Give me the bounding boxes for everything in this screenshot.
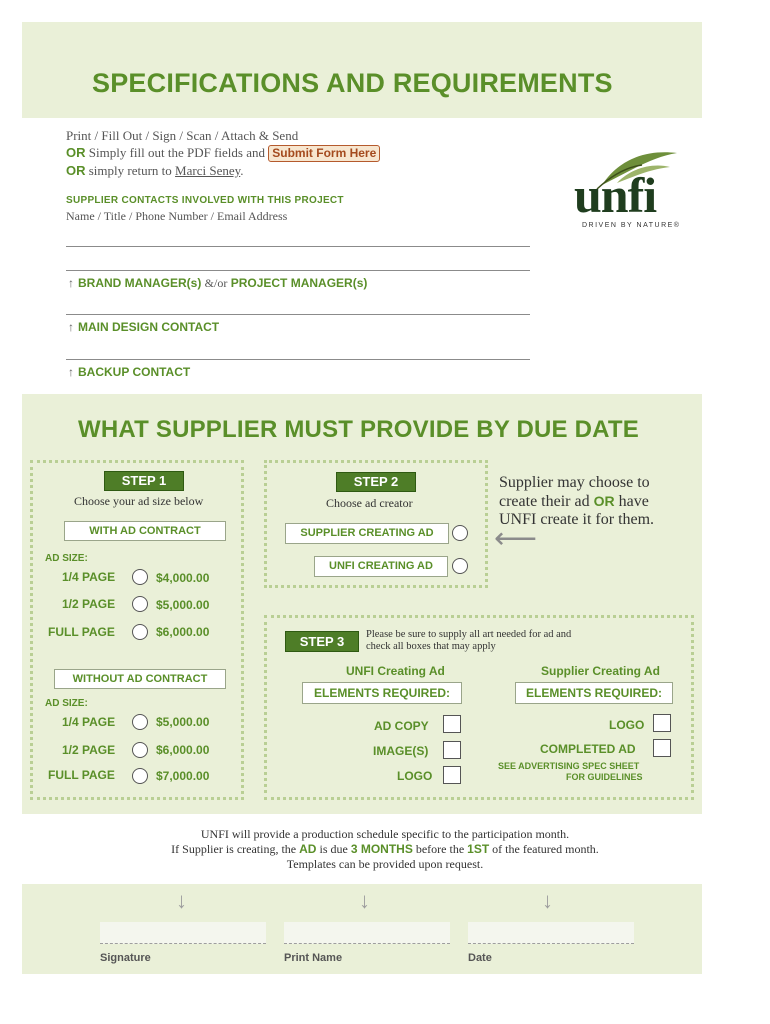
intro-line-1: Print / Fill Out / Sign / Scan / Attach & Send [66, 128, 299, 143]
contact-field-line[interactable] [66, 270, 530, 271]
contacts-subheading: Name / Title / Phone Number / Email Address [66, 209, 288, 223]
main-design-label [68, 320, 219, 334]
contact-link[interactable]: Marci Seney [175, 163, 241, 178]
ad-size-label: AD SIZE: [45, 553, 88, 564]
up-arrow-icon: ↑ [68, 276, 74, 290]
step2-badge: STEP 2 [336, 472, 416, 492]
schedule-block [60, 827, 710, 872]
with-full-radio[interactable] [132, 624, 148, 640]
without-full-label: FULL PAGE [48, 768, 115, 782]
intro-line-3 [66, 162, 486, 179]
brand-manager-label [68, 276, 367, 291]
intro-line-2-text: Simply fill out the PDF fields and [88, 145, 265, 160]
schedule-text: before the [415, 842, 465, 856]
unfi-logo [572, 140, 687, 235]
without-contract-label: WITHOUT AD CONTRACT [54, 669, 226, 689]
date-label: Date [468, 952, 492, 964]
supplier-logo-label: LOGO [609, 718, 645, 732]
with-quarter-price: $4,000.00 [156, 571, 210, 585]
step1-subtitle: Choose your ad size below [74, 494, 204, 508]
ad-copy-label: AD COPY [374, 719, 429, 733]
step2-subtitle: Choose ad creator [326, 496, 413, 510]
unfi-creating-label: UNFI CREATING AD [314, 556, 448, 577]
intro-line-3-end: . [240, 163, 244, 178]
main-design-text: MAIN DESIGN CONTACT [78, 320, 220, 334]
intro-line-2 [66, 144, 486, 162]
step2-note [499, 474, 689, 529]
date-field[interactable] [468, 922, 634, 944]
supplier-elements-label: ELEMENTS REQUIRED: [515, 682, 673, 704]
with-half-radio[interactable] [132, 596, 148, 612]
unfi-creating-heading: UNFI Creating Ad [346, 664, 445, 678]
schedule-text: If Supplier is creating, the [171, 842, 297, 856]
completed-ad-checkbox[interactable] [653, 739, 671, 757]
signature-label: Signature [100, 952, 151, 964]
contacts-heading: SUPPLIER CONTACTS INVOLVED WITH THIS PROJECT [66, 195, 344, 206]
contact-field-line[interactable] [66, 314, 530, 315]
contact-field-line[interactable] [66, 359, 530, 360]
step3-badge: STEP 3 [285, 631, 359, 652]
without-quarter-radio[interactable] [132, 714, 148, 730]
signature-field[interactable] [100, 922, 266, 944]
images-checkbox[interactable] [443, 741, 461, 759]
submit-form-button[interactable]: Submit Form Here [268, 145, 380, 162]
andor-text: &/or [204, 276, 228, 290]
unfi-elements-label: ELEMENTS REQUIRED: [302, 682, 462, 704]
step2-note-post: have UNFI create it for them. [499, 493, 655, 528]
schedule-line-3: Templates can be provided upon request. [286, 857, 484, 871]
unfi-creating-radio[interactable] [452, 558, 468, 574]
or-label: OR [66, 145, 86, 160]
step1-badge: STEP 1 [104, 471, 184, 491]
without-half-price: $6,000.00 [156, 743, 210, 757]
supplier-creating-heading: Supplier Creating Ad [541, 664, 660, 678]
down-arrow-icon: ↓ [542, 888, 553, 913]
spec-sheet-note-2: FOR GUIDELINES [566, 772, 643, 782]
unfi-logo-label: LOGO [397, 769, 433, 783]
schedule-text: of the featured month. [492, 842, 599, 856]
schedule-ad: AD [299, 842, 317, 856]
step2-note-pre: Supplier may choose to create their ad [499, 474, 650, 510]
without-quarter-price: $5,000.00 [156, 715, 210, 729]
images-label: IMAGE(S) [373, 744, 429, 758]
intro-block [66, 127, 486, 179]
with-full-label: FULL PAGE [48, 625, 115, 639]
with-full-price: $6,000.00 [156, 625, 210, 639]
down-arrow-icon: ↓ [176, 888, 187, 913]
unfi-logo-checkbox[interactable] [443, 766, 461, 784]
backup-label [68, 365, 190, 379]
ad-size-label: AD SIZE: [45, 698, 88, 709]
logo-tagline: DRIVEN BY NATURE® [582, 222, 681, 229]
project-manager-text: PROJECT MANAGER(s) [230, 276, 368, 290]
print-name-field[interactable] [284, 922, 450, 944]
completed-ad-label: COMPLETED AD [540, 742, 636, 756]
down-arrow-icon: ↓ [359, 888, 370, 913]
without-half-radio[interactable] [132, 742, 148, 758]
contact-field-line[interactable] [66, 246, 530, 247]
schedule-text: is due [319, 842, 348, 856]
without-half-label: 1/2 PAGE [62, 743, 116, 757]
intro-line-3-text: simply return to [88, 163, 172, 178]
schedule-line-2 [60, 842, 710, 857]
without-quarter-label: 1/4 PAGE [62, 715, 116, 729]
schedule-months: 3 MONTHS [350, 842, 413, 856]
print-name-label: Print Name [284, 952, 343, 964]
brand-manager-text: BRAND MANAGER(s) [78, 276, 202, 290]
supplier-creating-label: SUPPLIER CREATING AD [285, 523, 449, 544]
supplier-creating-radio[interactable] [452, 525, 468, 541]
spec-sheet-note-1: SEE ADVERTISING SPEC SHEET [498, 761, 640, 771]
with-half-label: 1/2 PAGE [62, 597, 116, 611]
with-quarter-radio[interactable] [132, 569, 148, 585]
with-quarter-label: 1/4 PAGE [62, 570, 116, 584]
without-full-radio[interactable] [132, 768, 148, 784]
step2-note-or: OR [593, 493, 615, 509]
up-arrow-icon: ↑ [68, 320, 74, 334]
left-arrow-icon: ⟵ [494, 522, 538, 555]
up-arrow-icon: ↑ [68, 365, 74, 379]
ad-copy-checkbox[interactable] [443, 715, 461, 733]
backup-text: BACKUP CONTACT [78, 365, 191, 379]
supplier-logo-checkbox[interactable] [653, 714, 671, 732]
provide-title: WHAT SUPPLIER MUST PROVIDE BY DUE DATE [78, 416, 639, 443]
with-contract-label: WITH AD CONTRACT [64, 521, 226, 541]
without-full-price: $7,000.00 [156, 769, 210, 783]
schedule-line-1: UNFI will provide a production schedule specific to the participation month. [200, 827, 570, 841]
page-title: SPECIFICATIONS AND REQUIREMENTS [92, 68, 613, 98]
with-half-price: $5,000.00 [156, 598, 210, 612]
step3-note: Please be sure to supply all art needed for ad and check all boxes that may apply [366, 629, 572, 652]
schedule-first: 1ST [467, 842, 490, 856]
logo-wordmark: unfi [574, 167, 657, 223]
or-label: OR [66, 163, 86, 178]
